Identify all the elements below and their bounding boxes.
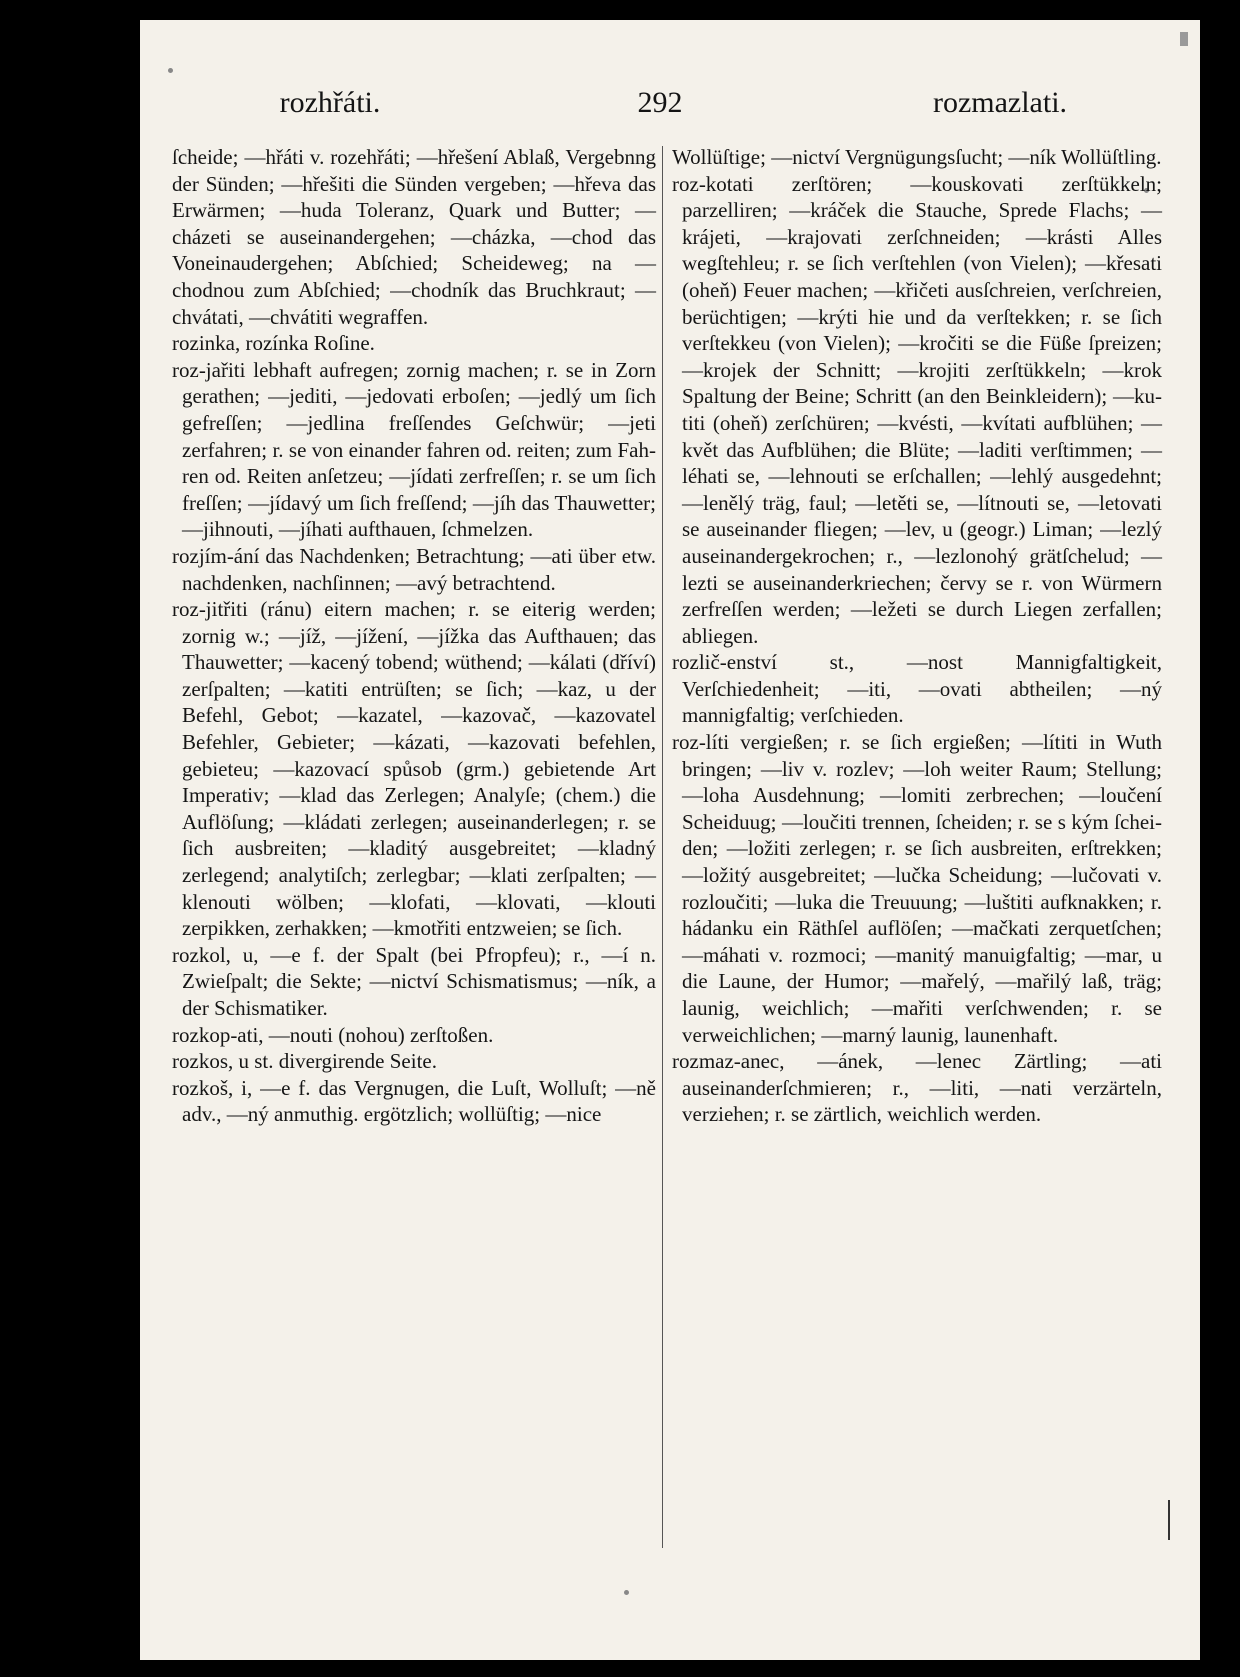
dictionary-entry: rozkos, u st. divergirende Seite. [172,1049,437,1074]
dictionary-entry: roz-jařiti lebhaft aufregen; zornig machen; r. se in Zorn gerathen; —jediti, —jedovati erboſen; —jedlý um ſich gefreſſen; —jedlina freſſendes Geſchwür; —jeti zerfahren; r. se von einander fahren od. reiten; zum Fahren od. Reiten anſetzeu; —jídati zerfreſſen; r. se um ſich freſſen; —jídavý um ſich freſſend; —jíh das Thauwetter; —jihnouti, —jíhati aufthauen, ſchmelzen. [172,357,656,542]
dictionary-entry: rozkoš, i, —e f. das Vergnugen, die Luſt, Wolluſt; —ně adv., —ný anmuthig. ergötzlich; wollüſtig; —nice [172,1075,656,1127]
speck [168,68,173,73]
dictionary-entry: roz-líti vergießen; r. se ſich ergießen; —lítiti in Wuth bringen; —liv v. rozlev; —loh weiter Raum; Stellung; —loha Ausdehnung; —lomiti zerbrechen; —loučení Scheiduug; —loučiti trennen, ſcheiden; r. se s kým ſcheiden; —ložiti zerlegen; r. se ſich ausbreiten, erſtrekken; —ložitý ausgebreitet; —lučka Scheidung; —lučovati v. rozloučiti; —luka die Treuuung; —luštiti aufknakken; r. hádanku ein Räthſel auflöſen; —mačkati zerquetſchen; —máhati v. rozmoci; —manitý manuigfaltig; —mar, u die Laune, der Humor; —mařelý, —mařilý laß, träg; launig, weichlich; —mařiti verſchwenden; r. se verweichlichen; —marný launig, launenhaft. [672,730,1162,1047]
dictionary-entry: roz-kotati zerſtören; —kouskovati zerſtükkeln; parzelliren; —kráček die Stauche, Sprede Flachs; —krájeti, —krajovati zerſchneiden; —krásti Alles wegſtehleu; r. se ſich verſtehlen (von Vielen); —křesati (oheň) Feuer machen; —křičeti ausſchreien, verſchreien, berüchtigen; —krýti hie und da verſtekken; r. se ſich verſtekkeu (von Vielen); —kročiti se die Füße ſpreizen; —krojek der Schnitt; —krojiti zerſtükkeln; —krok Spaltung der Beine; Schritt (an den Beinkleidern); —kutiti (oheň) zerſchüren; —kvésti, —kvítati aufblühen; —květ das Aufblühen; die Blüte; —laditi verſtimmen; —léhati se, —lehnouti se erſchallen; —lehlý ausgedehnt; —lenělý träg, faul; —letěti se, —lítnouti se, —letovati se auseinander fliegen; —lev, u (geogr.) Liman; —lezlý auseinandergekrochen; r., —lezlonohý grätſchelud; —lezti se auseinanderkriechen; červy se r. von Würmern zerfreſſen werden; —ležeti se durch Liegen zerfallen; abliegen. [672,171,1162,648]
dictionary-entry: roz-jitřiti (ránu) eitern machen; r. se eiterig werden; zornig w.; —jíž, —jížení, —jížka das Aufthauen; das Thauwetter; —kacený tobend; wüthend; —kálati (dříví) zerſpalten; —katiti entrüſten; se ſich; —kaz, u der Befehl, Gebot; —kazatel, —kazovač, —kazovatel Befehler, Gebieter; —kázati, —kazovati befehlen, gebieteu; —kazovací spůsob (grm.) gebietende Art Imperativ; —klad das Zerlegen; Analyſe; (chem.) die Auflöſung; —kládati zerlegen; auseinanderlegen; r. se ſich ausbreiten; —kladitý ausgebreitet; —kladný zerlegend; analytiſch; zerlegbar; —klati zerſpalten; —klenouti wölben; —klofati, —klovati, —klouti zerpikken, zerhakken; —kmotřiti entzweien; se ſich. [172,597,656,941]
speck [624,1590,629,1595]
corner-mark [1180,32,1188,46]
column-divider [662,146,663,1548]
book-page [140,20,1200,1660]
dictionary-entry: rozmaz-anec, —ánek, —lenec Zärtling; —ati auseinanderſchmieren; r., —liti, —nati verzärteln, verziehen; r. se zärtlich, weichlich werden. [672,1049,1162,1127]
dictionary-entry: rozkol, u, —e f. der Spalt (bei Pfropfeu); r., —í n. Zwieſpalt; die Sekte; —nictví Schismatismus; —ník, a der Schismatiker. [172,942,656,1020]
dictionary-entry: rozlič-enství st., —nost Mannigfaltigkeit, Verſchiedenheit; —iti, —ovati abtheilen; —ný mannigfaltig; verſchieden. [672,650,1162,728]
dictionary-entry: rozjím-ání das Nachdenken; Betrachtung; —ati über etw. nachdenken, nachſinnen; —avý betrachtend. [172,543,656,595]
dictionary-entry: rozinka, rozínka Roſine. [172,331,375,356]
page-number: 292 [637,86,683,119]
dictionary-entry: rozkop-ati, —nouti (nohou) zerſtoßen. [172,1022,494,1047]
dictionary-entry: ſcheide; —hřáti v. rozehřáti; —hřešení Ablaß, Vergebnng der Sünden; —hřešiti die Sünden vergeben; —hřeva das Erwärmen; —huda Toleranz, Quark und Butter; —cházeti se auseinandergehen; —cházka, —chod das Voneinaudergehen; Abſchied; Scheideweg; na —chodnou zum Abſchied; —chodník das Bruchkraut; —chvátati, —chvátiti wegraffen. [172,145,656,329]
running-header [180,86,1160,136]
right-column [672,144,1162,1128]
left-column [172,144,656,1128]
left-headword: rozhřáti. [279,86,381,119]
dictionary-entry: Wollüſtige; —nictví Vergnügungsſucht; —ník Wollüſtling. [672,145,1162,169]
right-headword: rozmazlati. [932,86,1068,119]
edge-mark [1168,1500,1170,1540]
